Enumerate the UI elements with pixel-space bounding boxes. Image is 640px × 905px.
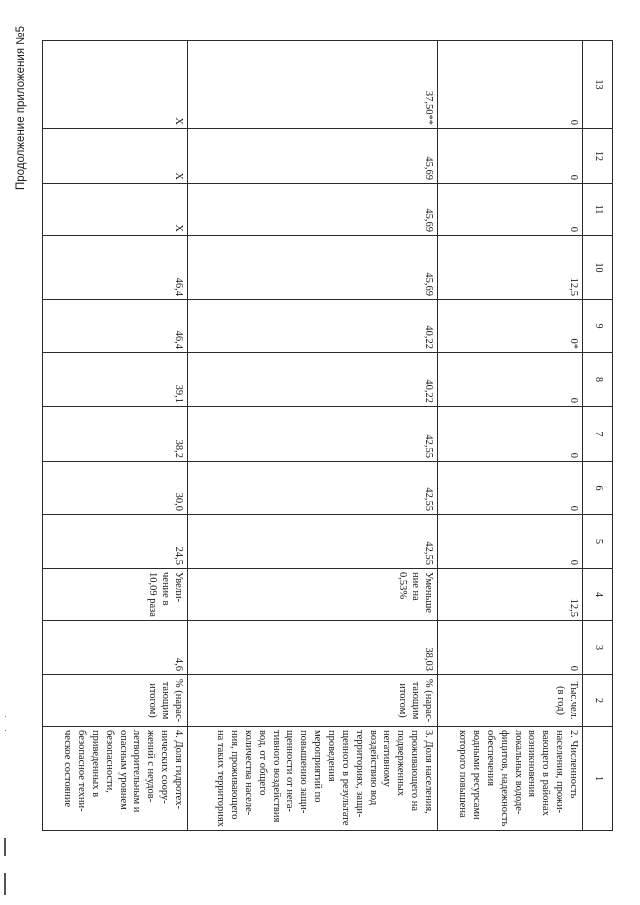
unit-cell: Тыс.чел. (в год)	[438, 675, 583, 727]
header-cell: 4	[583, 569, 613, 621]
header-cell: 1	[583, 727, 613, 831]
value-cell: 40,22	[188, 300, 438, 353]
value-cell: 39,1	[43, 353, 188, 407]
value-cell: 24,5	[43, 515, 188, 569]
value-cell: 42,55	[188, 515, 438, 569]
scan-dot	[5, 716, 6, 717]
indicator-cell: 4. Доля гидротех-нических соору-жений с неудов-летворительным и опасным уровнем безопасности, приведенных в безопасное техни-ческое состояние	[43, 727, 188, 831]
indicator-cell: 3. Доля населения, проживающего на подверженных негативному воздействию вод территориях, защи-щенного в результате проведения мероприятий по повышению защи-щенности от нега-тивного воздействия вод, от общего количества населе-ния, проживающего на таких территориях	[188, 727, 438, 831]
value-cell: Уменьше ние на 0,53%	[188, 569, 438, 621]
value-cell: 40,22	[188, 353, 438, 407]
header-row	[583, 41, 613, 831]
page-caption-area	[8, 0, 33, 905]
value-cell: 0	[438, 621, 583, 675]
value-cell: Х	[43, 41, 188, 129]
header-cell: 5	[583, 515, 613, 569]
table-row	[438, 41, 583, 831]
value-cell: 46,4	[43, 236, 188, 300]
value-cell: 45,69	[188, 236, 438, 300]
value-cell: 0	[438, 462, 583, 515]
scan-dot	[5, 730, 6, 731]
header-cell: 3	[583, 621, 613, 675]
header-cell: 6	[583, 462, 613, 515]
value-cell: 42,55	[188, 462, 438, 515]
data-table	[42, 40, 613, 831]
indicator-cell: 2. Численность населения, прожи-вающего в районах возникновения локальных вододе-фицитов, надежность обеспечения водными ресурсами которого повышена	[438, 727, 583, 831]
scan-mark	[4, 873, 6, 895]
header-cell: 10	[583, 236, 613, 300]
unit-cell: % (нарас-тающим итогом)	[43, 675, 188, 727]
value-cell: 0	[438, 353, 583, 407]
value-cell: 37,50**	[188, 41, 438, 129]
value-cell: 0	[438, 515, 583, 569]
value-cell: 0	[438, 184, 583, 236]
scan-mark	[4, 838, 6, 856]
value-cell: 45,69	[188, 129, 438, 184]
header-cell: 7	[583, 407, 613, 462]
value-cell: 38,03	[188, 621, 438, 675]
value-cell: 0	[438, 407, 583, 462]
value-cell: Х	[43, 129, 188, 184]
header-cell: 12	[583, 129, 613, 184]
page-caption: Продолжение приложения №5	[14, 26, 27, 190]
header-cell: 13	[583, 41, 613, 129]
value-cell: 0	[438, 41, 583, 129]
table-row	[188, 41, 438, 831]
value-cell: 46,4	[43, 300, 188, 353]
value-cell: 0*	[438, 300, 583, 353]
value-cell: 42,55	[188, 407, 438, 462]
value-cell: Увели-чение в 10,09 раза	[43, 569, 188, 621]
value-cell: 45,69	[188, 184, 438, 236]
header-cell: 11	[583, 184, 613, 236]
value-cell: 30,0	[43, 462, 188, 515]
value-cell: 12,5	[438, 569, 583, 621]
unit-cell: % (нарас-тающим итогом)	[188, 675, 438, 727]
value-cell: 0	[438, 129, 583, 184]
value-cell: 38,2	[43, 407, 188, 462]
header-cell: 8	[583, 353, 613, 407]
header-cell: 9	[583, 300, 613, 353]
header-cell: 2	[583, 675, 613, 727]
value-cell: Х	[43, 184, 188, 236]
value-cell: 4,6	[43, 621, 188, 675]
table-row	[43, 41, 188, 831]
value-cell: 12,5	[438, 236, 583, 300]
rotated-table-container	[43, 40, 613, 830]
